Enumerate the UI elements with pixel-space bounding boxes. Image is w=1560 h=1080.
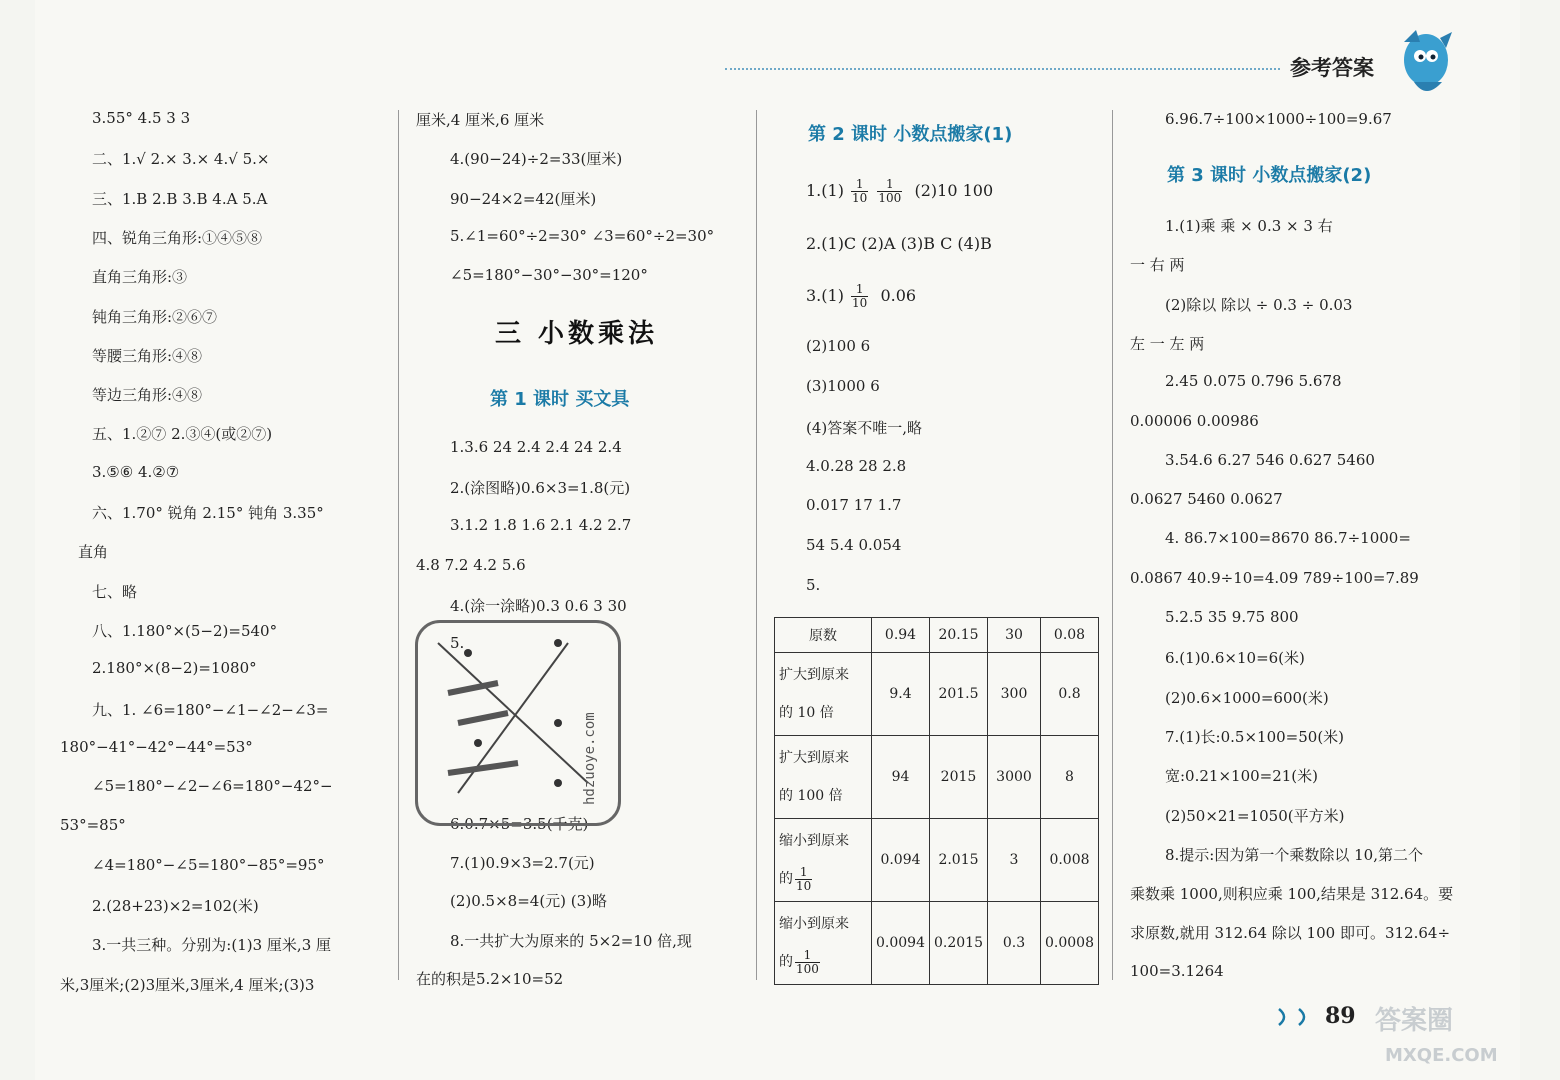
table-cell: 0.0094 bbox=[872, 902, 930, 985]
answer-line: 8.一共扩大为原来的 5×2=10 倍,现 bbox=[450, 932, 692, 950]
table-cell: 300 bbox=[988, 653, 1041, 736]
answer-line: 等边三角形:④⑧ bbox=[92, 386, 203, 405]
table-cell: 3 bbox=[988, 819, 1041, 902]
fraction bbox=[877, 178, 902, 205]
answer-line: 54 5.4 0.054 bbox=[806, 536, 902, 554]
fraction-numerator: 1 bbox=[877, 178, 902, 192]
answer-line: (2)100 6 bbox=[806, 337, 871, 355]
brand-logo: 答案圈 bbox=[1375, 1006, 1454, 1036]
table-header-cell: 0.08 bbox=[1041, 618, 1099, 653]
column-divider bbox=[398, 110, 399, 980]
table-row bbox=[775, 819, 1099, 902]
table-row bbox=[775, 902, 1099, 985]
answer-line: 宽:0.21×100=21(米) bbox=[1165, 767, 1319, 786]
answer-line: 厘米,4 厘米,6 厘米 bbox=[416, 111, 545, 129]
answer-line: 7.(1)长:0.5×100=50(米) bbox=[1165, 727, 1345, 746]
answer-line: 2.(涂图略)0.6×3=1.8(元) bbox=[450, 479, 631, 497]
answer-line: 5. bbox=[450, 634, 465, 652]
answer-line: 4.(涂一涂略)0.3 0.6 3 30 bbox=[450, 597, 627, 615]
answer-text: 3.(1) bbox=[806, 286, 844, 305]
answer-line: 4.0.28 28 2.8 bbox=[806, 457, 907, 475]
answer-line: 五、1.②⑦ 2.③④(或②⑦) bbox=[92, 425, 273, 444]
table-cell: 8 bbox=[1041, 736, 1099, 819]
row-label-line: 的 10 倍 bbox=[779, 705, 834, 721]
answer-line: 3.1.2 1.8 1.6 2.1 4.2 2.7 bbox=[450, 516, 632, 534]
answer-line: 4.8 7.2 4.2 5.6 bbox=[416, 556, 526, 574]
table-header-cell: 20.15 bbox=[930, 618, 988, 653]
table-header-cell: 30 bbox=[988, 618, 1041, 653]
table-cell: 94 bbox=[872, 736, 930, 819]
answer-line: (3)1000 6 bbox=[806, 377, 880, 395]
fraction bbox=[851, 178, 868, 205]
answer-line: (2)0.5×8=4(元) (3)略 bbox=[450, 892, 608, 910]
answer-line: 3.54.6 6.27 546 0.627 5460 bbox=[1165, 450, 1375, 469]
answer-line: 1.3.6 24 2.4 2.4 24 2.4 bbox=[450, 438, 622, 456]
fraction-numerator: 1 bbox=[795, 949, 820, 963]
fraction-numerator: 1 bbox=[795, 866, 812, 880]
answer-line: 0.0867 40.9÷10=4.09 789÷100=7.89 bbox=[1130, 568, 1419, 587]
answer-line: 八、1.180°×(5−2)=540° bbox=[92, 621, 278, 640]
table-row bbox=[775, 736, 1099, 819]
table-cell: 0.094 bbox=[872, 819, 930, 902]
fraction-denominator: 100 bbox=[796, 961, 819, 976]
answer-line: 5.2.5 35 9.75 800 bbox=[1165, 608, 1299, 626]
table-header-row bbox=[775, 618, 1099, 653]
answer-line: 直角三角形:③ bbox=[92, 268, 188, 287]
section-title: 三 小数乘法 bbox=[495, 319, 659, 349]
answer-line: ∠5=180°−30°−30°=120° bbox=[450, 266, 648, 285]
answer-line: 4. 86.7×100=8670 86.7÷1000= bbox=[1165, 529, 1411, 548]
answer-line: 53°=85° bbox=[60, 816, 126, 835]
moon-decoration-icon bbox=[1273, 1005, 1317, 1027]
answer-line: 二、1.√ 2.× 3.× 4.√ 5.× bbox=[92, 150, 270, 169]
answer-line: 100=3.1264 bbox=[1130, 961, 1224, 980]
header-divider bbox=[725, 68, 1280, 70]
answer-line: 1.(1)乘 乘 × 0.3 × 3 右 bbox=[1165, 217, 1333, 235]
answer-line: 0.0627 5460 0.0627 bbox=[1130, 490, 1283, 509]
answer-line: 七、略 bbox=[92, 582, 138, 601]
answer-line: 7.(1)0.9×3=2.7(元) bbox=[450, 854, 595, 872]
answer-line: 90−24×2=42(厘米) bbox=[450, 189, 597, 208]
answer-line: 2.(1)C (2)A (3)B C (4)B bbox=[806, 234, 992, 253]
answer-line: 8.提示:因为第一个乘数除以 10,第二个 bbox=[1165, 845, 1423, 864]
answer-line bbox=[806, 283, 916, 310]
answer-line: 3.55° 4.5 3 3 bbox=[92, 109, 191, 127]
answer-line: 直角 bbox=[78, 543, 109, 562]
answer-line: 在的积是5.2×10=52 bbox=[416, 970, 564, 988]
fraction-denominator: 10 bbox=[852, 191, 868, 205]
table-cell: 2.015 bbox=[930, 819, 988, 902]
answer-line: 4.(90−24)÷2=33(厘米) bbox=[450, 150, 623, 169]
table-row-label bbox=[775, 819, 872, 902]
answer-text: (2)10 100 bbox=[914, 181, 994, 200]
answer-line: 3.⑤⑥ 4.②⑦ bbox=[92, 462, 180, 481]
answer-line: 5. bbox=[806, 576, 821, 594]
answer-line: ∠4=180°−∠5=180°−85°=95° bbox=[92, 855, 325, 874]
column-divider bbox=[756, 110, 757, 980]
fraction bbox=[795, 866, 812, 893]
answer-line: 六、1.70° 锐角 2.15° 钝角 3.35° bbox=[92, 504, 324, 522]
answer-line: 180°−41°−42°−44°=53° bbox=[60, 737, 253, 756]
page-header-title: 参考答案 bbox=[1290, 56, 1374, 80]
page-number: 89 bbox=[1325, 1003, 1356, 1029]
answer-line: 2.(28+23)×2=102(米) bbox=[92, 897, 259, 915]
answer-line: 乘数乘 1000,则积应乘 100,结果是 312.64。要 bbox=[1130, 885, 1454, 904]
row-label-line: 的 bbox=[779, 871, 793, 887]
column-divider bbox=[1112, 110, 1113, 980]
answer-line: 5.∠1=60°÷2=30° ∠3=60°÷2=30° bbox=[450, 226, 715, 245]
table-row-label bbox=[775, 902, 872, 985]
answer-line: 6.0.7×5=3.5(千克) bbox=[450, 815, 589, 833]
answer-line: 3.一共三种。分别为:(1)3 厘米,3 厘 bbox=[92, 936, 332, 955]
answer-text: 0.06 bbox=[880, 286, 917, 305]
row-label-line: 的 100 倍 bbox=[779, 788, 843, 804]
answer-line: 米,3厘米;(2)3厘米,3厘米,4 厘米;(3)3 bbox=[60, 975, 315, 994]
row-label-line: 的 bbox=[779, 954, 793, 970]
watermark-url: hdzuoye.com bbox=[582, 712, 598, 805]
table-row bbox=[775, 653, 1099, 736]
fraction-numerator: 1 bbox=[851, 178, 868, 192]
table-row-label bbox=[775, 653, 872, 736]
answer-line: (2)50×21=1050(平方米) bbox=[1165, 806, 1345, 825]
fraction-numerator: 1 bbox=[851, 283, 868, 297]
row-label-line: 缩小到原来 bbox=[779, 833, 849, 849]
table-cell: 0.3 bbox=[988, 902, 1041, 985]
answer-line: 钝角三角形:②⑥⑦ bbox=[92, 307, 218, 326]
table-header-cell: 原数 bbox=[775, 618, 872, 653]
answer-line: ∠5=180°−∠2−∠6=180°−42°− bbox=[92, 777, 333, 796]
fraction-denominator: 10 bbox=[852, 296, 868, 310]
fraction bbox=[795, 949, 820, 976]
answer-line: 2.45 0.075 0.796 5.678 bbox=[1165, 372, 1342, 391]
lesson-title-2: 第 2 课时 小数点搬家(1) bbox=[808, 124, 1013, 145]
fraction-denominator: 10 bbox=[796, 878, 812, 893]
answer-line: 左 一 左 两 bbox=[1130, 334, 1205, 353]
row-label-line: 缩小到原来 bbox=[779, 916, 849, 932]
answer-text: 1.(1) bbox=[806, 181, 844, 200]
answer-line: 求原数,就用 312.64 除以 100 即可。312.64÷ bbox=[1130, 924, 1451, 943]
brand-url: MXQE.COM bbox=[1385, 1045, 1498, 1066]
answer-line: 0.00006 0.00986 bbox=[1130, 411, 1259, 430]
table-cell: 2015 bbox=[930, 736, 988, 819]
row-label-line: 扩大到原来 bbox=[779, 667, 849, 683]
table-cell: 3000 bbox=[988, 736, 1041, 819]
lesson-title-1: 第 1 课时 买文具 bbox=[490, 389, 630, 410]
table-cell: 0.0008 bbox=[1041, 902, 1099, 985]
answer-line: 0.017 17 1.7 bbox=[806, 496, 902, 514]
table-cell: 0.008 bbox=[1041, 819, 1099, 902]
lesson-title-3: 第 3 课时 小数点搬家(2) bbox=[1167, 165, 1372, 186]
answer-line: 2.180°×(8−2)=1080° bbox=[92, 659, 257, 678]
answer-line: 一 右 两 bbox=[1130, 256, 1185, 275]
fraction bbox=[851, 283, 868, 310]
table-cell: 201.5 bbox=[930, 653, 988, 736]
table-row-label bbox=[775, 736, 872, 819]
table-cell: 9.4 bbox=[872, 653, 930, 736]
answer-line: 九、1. ∠6=180°−∠1−∠2−∠3= bbox=[92, 700, 329, 719]
fraction-denominator: 100 bbox=[878, 191, 902, 205]
table-header-cell: 0.94 bbox=[872, 618, 930, 653]
answer-line: (4)答案不唯一,略 bbox=[806, 419, 923, 437]
answer-line bbox=[806, 178, 993, 205]
answer-line: 四、锐角三角形:①④⑤⑧ bbox=[92, 228, 263, 247]
answer-line: 6.(1)0.6×10=6(米) bbox=[1165, 649, 1305, 668]
table-cell: 0.2015 bbox=[930, 902, 988, 985]
row-label-line: 扩大到原来 bbox=[779, 750, 849, 766]
answer-line: 三、1.B 2.B 3.B 4.A 5.A bbox=[92, 189, 268, 208]
multiplication-table bbox=[774, 617, 1099, 985]
answer-line: 等腰三角形:④⑧ bbox=[92, 346, 203, 365]
mascot-icon bbox=[1390, 20, 1460, 105]
answer-line: 6.96.7÷100×1000÷100=9.67 bbox=[1165, 110, 1392, 128]
answer-line: (2)0.6×1000=600(米) bbox=[1165, 688, 1329, 707]
table-cell: 0.8 bbox=[1041, 653, 1099, 736]
answer-line: (2)除以 除以 ÷ 0.3 ÷ 0.03 bbox=[1165, 295, 1353, 314]
